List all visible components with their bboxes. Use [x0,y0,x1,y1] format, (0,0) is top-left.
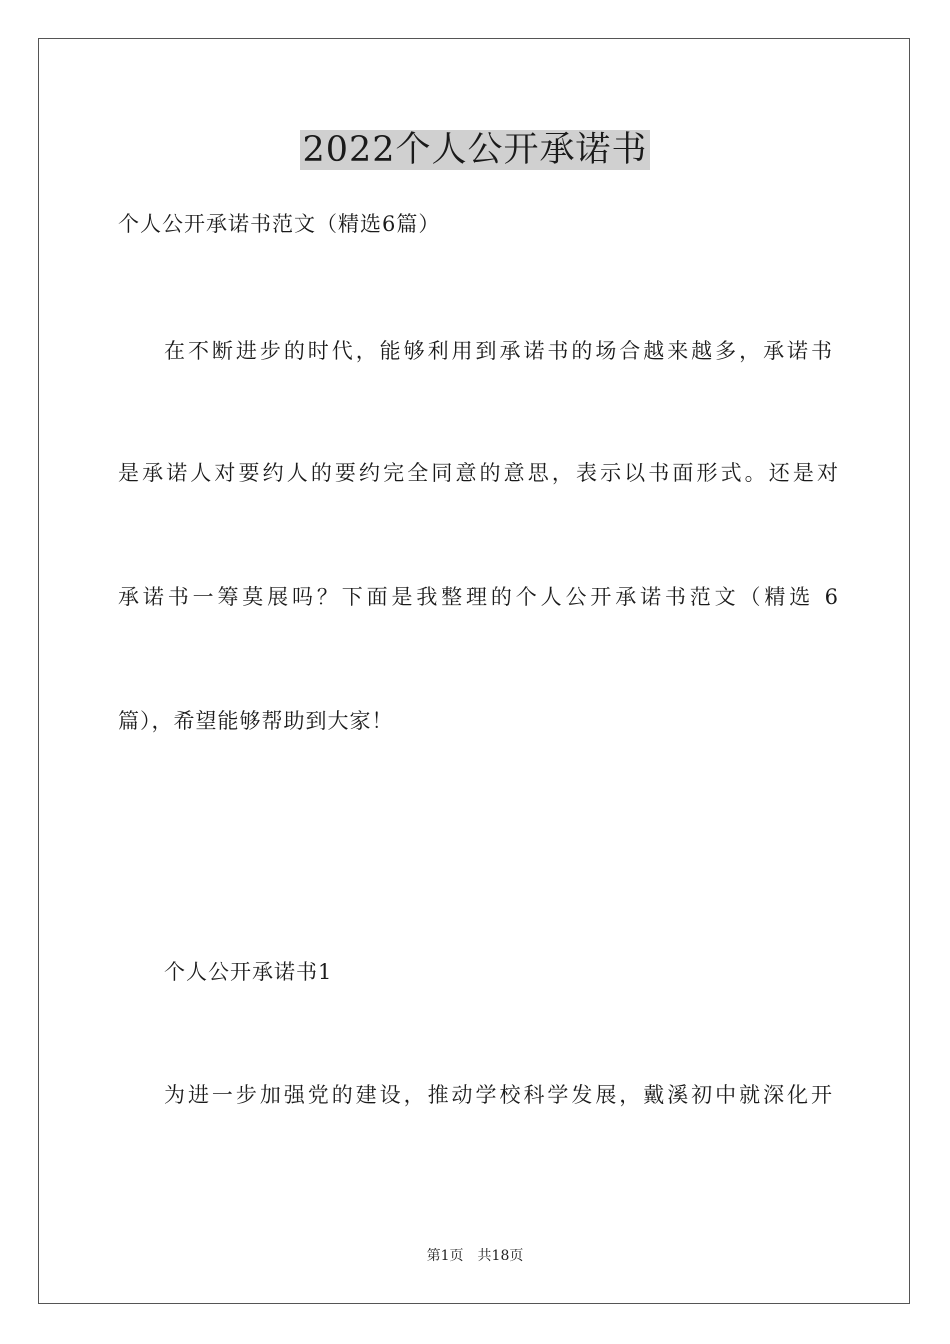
intro-line-3: 承诺书一筹莫展吗？下面是我整理的个人公开承诺书范文（精选 6 [118,585,838,609]
page-total: 共18页 [477,1248,524,1264]
document-title [0,126,950,174]
section-heading: 个人公开承诺书1 [164,960,333,984]
intro-line-4: 篇），希望能够帮助到大家！ [118,709,394,733]
document-title-text: 2022个人公开承诺书 [302,130,648,170]
document-subtitle: 个人公开承诺书范文（精选6篇） [118,212,441,236]
intro-line-1: 在不断进步的时代，能够利用到承诺书的场合越来越多，承诺书 [164,339,832,363]
section-first-line: 为进一步加强党的建设，推动学校科学发展，戴溪初中就深化开 [164,1083,832,1107]
page-number: 第1页 [426,1248,464,1264]
intro-line-2: 是承诺人对要约人的要约完全同意的意思，表示以书面形式。还是对 [118,461,838,485]
page-footer [0,1246,950,1266]
